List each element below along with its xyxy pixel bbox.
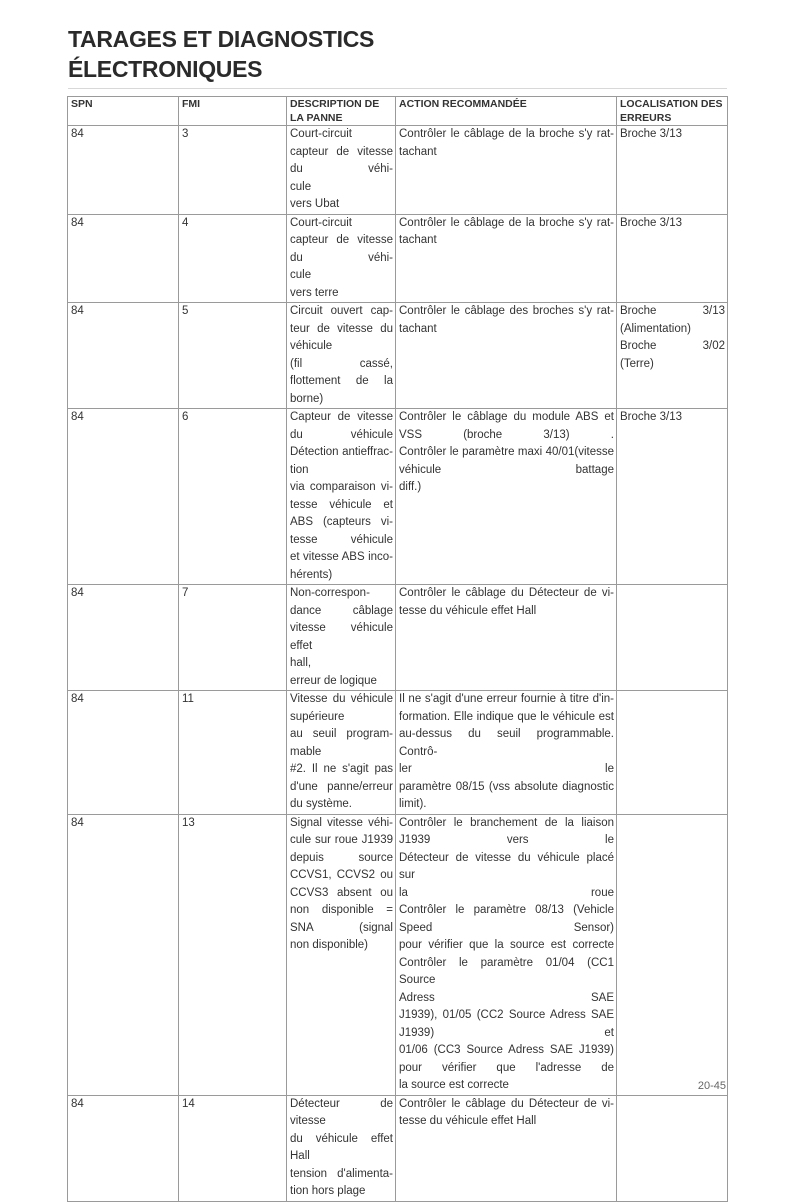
cell-action-line: J1939), 01/05 (CC2 Source Adress SAE	[399, 1009, 614, 1021]
cell-description-line: d'une panne/erreur	[290, 780, 393, 793]
cell-action-line: tachant	[399, 234, 437, 246]
cell-description-line: SNA (signal	[290, 921, 393, 934]
cell-description-line: véhicule	[290, 340, 333, 352]
cell-description-line: dance câblage	[290, 604, 393, 617]
cell-description-line: mable	[290, 745, 322, 758]
page-title	[68, 24, 374, 84]
cell-action-line: Contrôler le câblage du Détecteur de vi-	[399, 1097, 614, 1110]
cell-fmi: 7	[179, 585, 287, 691]
error-code-table	[67, 96, 728, 1202]
cell-location	[617, 814, 728, 1095]
cell-description	[287, 691, 396, 815]
cell-action-line: Contrôler le branchement de la liaison	[399, 816, 614, 829]
cell-action-line: au-dessus du seuil programmable. Contrô-	[399, 728, 614, 758]
page-title-line-2: ÉLECTRONIQUES	[68, 56, 263, 82]
cell-spn: 84	[68, 303, 179, 409]
cell-action-line: Détecteur de vitesse du véhicule placé sur	[399, 851, 614, 881]
cell-description-line: cule sur roue J1939	[290, 834, 393, 846]
header-description: DESCRIPTION DE LA PANNE	[287, 97, 396, 126]
cell-description-line: Vitesse du véhicule	[290, 693, 393, 705]
cell-location-line: Broche 3/13	[620, 411, 683, 423]
table-row	[68, 303, 728, 409]
cell-description-line: ABS (capteurs vi-	[290, 516, 393, 528]
cell-description-line: (fil cassé,	[290, 357, 393, 370]
table-row	[68, 691, 728, 815]
cell-description-line: au seuil program-	[290, 728, 393, 740]
cell-description	[287, 585, 396, 691]
cell-fmi: 3	[179, 126, 287, 215]
cell-action	[396, 814, 617, 1095]
cell-location	[617, 303, 728, 409]
cell-description-line: via comparaison vi-	[290, 481, 393, 493]
cell-fmi: 4	[179, 214, 287, 303]
cell-location-line: Broche 3/13	[620, 128, 683, 140]
table-row	[68, 814, 728, 1095]
cell-action-line: pour vérifier que l'adresse de	[399, 1061, 614, 1074]
table-row	[68, 1095, 728, 1201]
cell-description-line: Non-correspon-	[290, 587, 370, 599]
cell-action	[396, 1095, 617, 1201]
cell-description-line: Détection antieffrac-	[290, 446, 393, 458]
cell-action	[396, 585, 617, 691]
cell-description-line: borne)	[290, 392, 324, 405]
cell-description-line: Court-circuit capteur de vitesse du véhi-	[290, 216, 393, 264]
cell-description-line: vers terre	[290, 286, 339, 299]
cell-location	[617, 126, 728, 215]
cell-action	[396, 409, 617, 585]
cell-description-line: Capteur de vitesse	[290, 411, 393, 423]
cell-action-line: Contrôler le paramètre 01/04 (CC1 Source	[399, 956, 614, 986]
cell-description-line: cule	[290, 180, 312, 193]
cell-description-line: depuis source	[290, 851, 393, 864]
cell-description-line: CCVS1, CCVS2 ou	[290, 869, 393, 881]
cell-fmi: 5	[179, 303, 287, 409]
cell-action-line: paramètre 08/15 (vss absolute diagnostic	[399, 780, 614, 793]
cell-description-line: du système.	[290, 798, 352, 810]
cell-location-line: Broche 3/02	[620, 340, 725, 352]
cell-action	[396, 691, 617, 815]
cell-description-line: supérieure	[290, 710, 345, 723]
cell-description-line: du véhicule	[290, 428, 393, 441]
cell-action-line: Contrôler le paramètre maxi 40/01(vitesse	[399, 446, 614, 458]
page-title-line-1: TARAGES ET DIAGNOSTICS	[68, 26, 375, 52]
cell-action-line: J1939) et	[399, 1026, 614, 1039]
cell-fmi: 13	[179, 814, 287, 1095]
cell-location	[617, 409, 728, 585]
cell-action-line: pour vérifier que la source est correcte	[399, 939, 614, 951]
table-body	[68, 126, 728, 1202]
cell-action-line: Contrôler le câblage des broches s'y rat-	[399, 305, 614, 317]
cell-description-line: tension d'alimenta-	[290, 1167, 393, 1180]
cell-description-line: Signal vitesse véhi-	[290, 816, 393, 829]
table-row	[68, 409, 728, 585]
cell-location-line: (Alimentation)	[620, 322, 691, 335]
cell-description-line: #2. Il ne s'agit pas	[290, 763, 393, 775]
cell-action-line: Contrôler le paramètre 08/13 (Vehicle	[399, 904, 614, 916]
cell-action-line: Speed Sensor)	[399, 921, 614, 934]
cell-action-line: VSS (broche 3/13) .	[399, 428, 614, 441]
cell-action-line: la roue	[399, 886, 614, 899]
table-row	[68, 126, 728, 215]
cell-fmi: 14	[179, 1095, 287, 1201]
cell-description-line: Détecteur de vitesse	[290, 1097, 393, 1127]
cell-action-line: limit).	[399, 798, 427, 810]
cell-description-line: du véhicule effet Hall	[290, 1132, 393, 1162]
cell-action-line: diff.)	[399, 481, 422, 493]
cell-action-line: Contrôler le câblage du Détecteur de vi-	[399, 587, 614, 599]
cell-action-line: ler le	[399, 763, 614, 775]
cell-action-line: Contrôler le câblage de la broche s'y rat-	[399, 216, 614, 229]
cell-description	[287, 303, 396, 409]
cell-description-line: non disponible =	[290, 904, 393, 916]
cell-description-line: cule	[290, 269, 312, 281]
cell-description-line: tion hors plage	[290, 1185, 366, 1197]
header-action: ACTION RECOMMANDÉE	[396, 97, 617, 126]
cell-spn: 84	[68, 585, 179, 691]
cell-location-line: Broche 3/13	[620, 216, 683, 229]
cell-description-line: tesse véhicule	[290, 533, 393, 546]
cell-location	[617, 691, 728, 815]
cell-spn: 84	[68, 409, 179, 585]
table-header-row	[68, 97, 728, 126]
header-spn: SPN	[68, 97, 179, 126]
header-location: LOCALISATION DES ERREURS	[617, 97, 728, 126]
cell-description-line: teur de vitesse du	[290, 322, 393, 335]
cell-description-line: hall,	[290, 657, 312, 669]
cell-spn: 84	[68, 1095, 179, 1201]
cell-spn: 84	[68, 126, 179, 215]
cell-action-line: tesse du véhicule effet Hall	[399, 1115, 537, 1127]
cell-description-line: non disponible)	[290, 939, 369, 951]
cell-description	[287, 126, 396, 215]
cell-spn: 84	[68, 691, 179, 815]
cell-fmi: 6	[179, 409, 287, 585]
cell-action-line: formation. Elle indique que le véhicule est	[399, 710, 614, 723]
cell-description-line: et vitesse ABS inco-	[290, 551, 393, 563]
cell-action-line: tachant	[399, 322, 437, 335]
cell-description	[287, 214, 396, 303]
cell-description-line: tion	[290, 463, 309, 476]
cell-action-line: J1939 vers le	[399, 834, 614, 846]
cell-spn: 84	[68, 814, 179, 1095]
cell-location-line: Broche 3/13	[620, 305, 725, 317]
cell-location	[617, 1095, 728, 1201]
table-row	[68, 214, 728, 303]
cell-action	[396, 303, 617, 409]
header-fmi: FMI	[179, 97, 287, 126]
cell-spn: 84	[68, 214, 179, 303]
cell-action	[396, 126, 617, 215]
cell-description-line: tesse véhicule et	[290, 498, 393, 511]
cell-description-line: hérents)	[290, 568, 333, 581]
cell-location	[617, 214, 728, 303]
cell-action-line: tachant	[399, 145, 437, 158]
cell-action-line: Contrôler le câblage du module ABS et	[399, 411, 614, 423]
cell-description-line: erreur de logique	[290, 674, 377, 687]
cell-action	[396, 214, 617, 303]
cell-action-line: véhicule battage	[399, 463, 614, 476]
cell-fmi: 11	[179, 691, 287, 815]
title-divider	[68, 88, 727, 89]
cell-action-line: la source est correcte	[399, 1079, 509, 1091]
cell-action-line: Contrôler le câblage de la broche s'y rat-	[399, 128, 614, 140]
cell-description	[287, 1095, 396, 1201]
cell-action-line: Il ne s'agit d'une erreur fournie à titre d'in-	[399, 693, 614, 705]
page-number: 20-45	[697, 1080, 726, 1092]
cell-description-line: vitesse véhicule effet	[290, 622, 393, 652]
cell-description-line: flottement de la	[290, 375, 393, 387]
cell-description-line: vers Ubat	[290, 198, 340, 210]
cell-description-line: CCVS3 absent ou	[290, 886, 393, 899]
cell-location	[617, 585, 728, 691]
cell-action-line: Adress SAE	[399, 991, 614, 1004]
cell-description	[287, 409, 396, 585]
cell-action-line: 01/06 (CC3 Source Adress SAE J1939)	[399, 1044, 614, 1056]
cell-description	[287, 814, 396, 1095]
cell-description-line: Circuit ouvert cap-	[290, 305, 393, 317]
table-row	[68, 585, 728, 691]
cell-action-line: tesse du véhicule effet Hall	[399, 604, 537, 617]
cell-description-line: Court-circuit capteur de vitesse du véhi-	[290, 128, 393, 175]
cell-location-line: (Terre)	[620, 357, 654, 370]
